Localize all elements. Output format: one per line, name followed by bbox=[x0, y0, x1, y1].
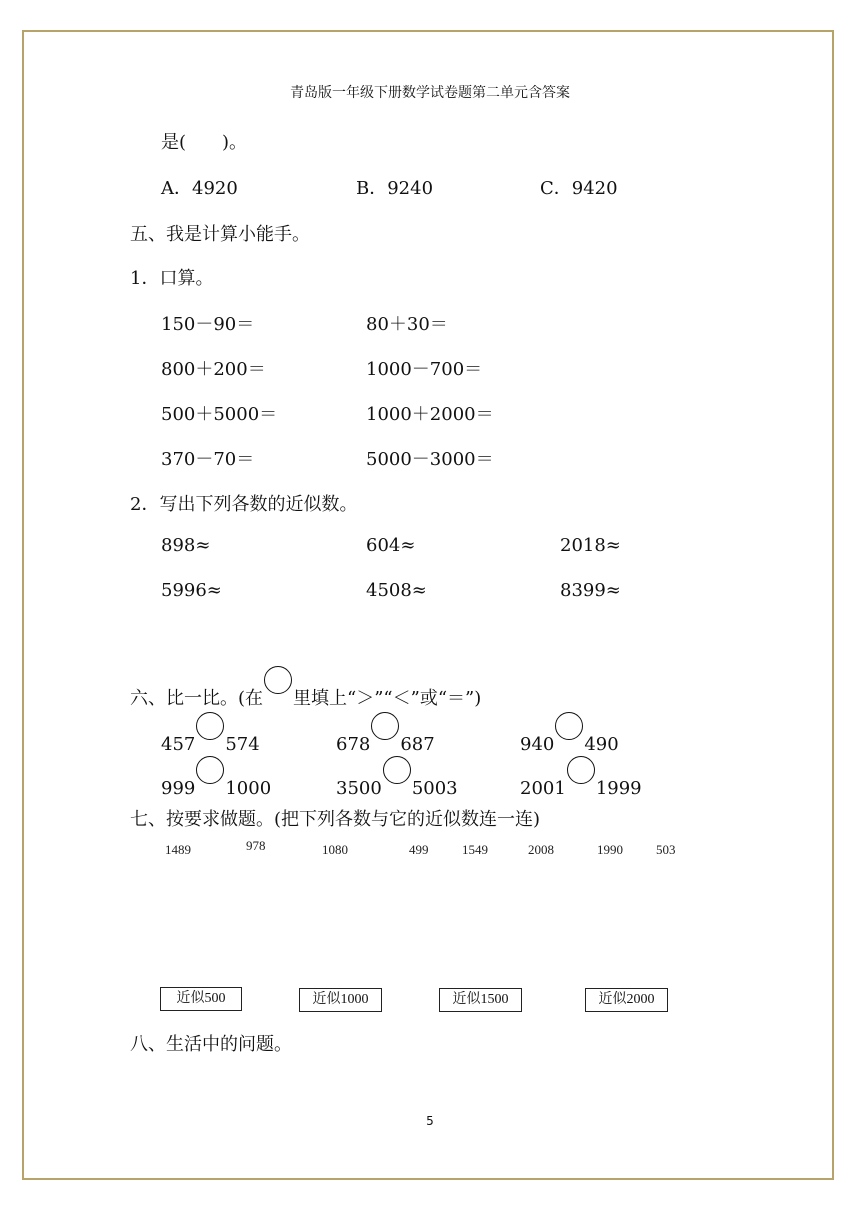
compare-item bbox=[520, 712, 619, 755]
match-number[interactable]: 2008 bbox=[528, 842, 554, 857]
section-5-part-1: 1．口算。 bbox=[130, 268, 214, 289]
compare-circle[interactable] bbox=[196, 756, 224, 784]
page-border bbox=[22, 30, 834, 1180]
approx-box-2000[interactable]: 近似2000 bbox=[585, 988, 668, 1012]
compare-right: 5003 bbox=[411, 778, 458, 799]
compare-right: 1000 bbox=[225, 778, 272, 799]
match-number[interactable]: 978 bbox=[246, 838, 266, 853]
calc-item: 370－70＝ bbox=[161, 449, 255, 470]
calc-item: 1000＋2000＝ bbox=[366, 404, 494, 425]
approx-item: 898≈ bbox=[161, 535, 211, 556]
calc-item: 150－90＝ bbox=[161, 314, 255, 335]
compare-left: 2001 bbox=[520, 778, 566, 799]
compare-left: 678 bbox=[336, 734, 371, 755]
compare-item bbox=[336, 756, 458, 799]
approx-item: 5996≈ bbox=[161, 580, 222, 601]
q4-option-a: A．4920 bbox=[161, 178, 238, 199]
match-number[interactable]: 1549 bbox=[462, 842, 488, 857]
section-6-title-end: 里填上“＞”“＜”或“＝”) bbox=[293, 688, 482, 709]
circle-icon bbox=[264, 666, 292, 694]
compare-right: 574 bbox=[225, 734, 260, 755]
calc-item: 1000－700＝ bbox=[366, 359, 483, 380]
calc-item: 800＋200＝ bbox=[161, 359, 266, 380]
match-number[interactable]: 1990 bbox=[597, 842, 623, 857]
compare-circle[interactable] bbox=[196, 712, 224, 740]
approx-item: 4508≈ bbox=[366, 580, 427, 601]
approx-item: 2018≈ bbox=[560, 535, 621, 556]
approx-box-1500[interactable]: 近似1500 bbox=[439, 988, 522, 1012]
compare-circle[interactable] bbox=[371, 712, 399, 740]
compare-item bbox=[161, 756, 271, 799]
q4-option-b: B．9240 bbox=[356, 178, 434, 199]
approx-box-1000[interactable]: 近似1000 bbox=[299, 988, 382, 1012]
section-5-title: 五、我是计算小能手。 bbox=[130, 224, 310, 245]
section-7-title: 七、按要求做题。(把下列各数与它的近似数连一连) bbox=[130, 809, 541, 830]
match-number[interactable]: 1489 bbox=[165, 842, 191, 857]
compare-left: 999 bbox=[161, 778, 196, 799]
match-number[interactable]: 499 bbox=[409, 842, 429, 857]
match-number[interactable]: 503 bbox=[656, 842, 676, 857]
section-5-part-2: 2．写出下列各数的近似数。 bbox=[130, 494, 358, 515]
section-6-title bbox=[130, 666, 481, 710]
compare-circle[interactable] bbox=[383, 756, 411, 784]
compare-item bbox=[520, 756, 642, 799]
compare-right: 1999 bbox=[595, 778, 642, 799]
approx-item: 604≈ bbox=[366, 535, 416, 556]
compare-circle[interactable] bbox=[555, 712, 583, 740]
section-8-title: 八、生活中的问题。 bbox=[130, 1034, 292, 1055]
page-number: 5 bbox=[426, 1114, 434, 1128]
approx-item: 8399≈ bbox=[560, 580, 621, 601]
compare-item bbox=[336, 712, 435, 755]
compare-circle[interactable] bbox=[567, 756, 595, 784]
calc-item: 5000－3000＝ bbox=[366, 449, 494, 470]
calc-item: 80＋30＝ bbox=[366, 314, 448, 335]
section-6-title-start: 六、比一比。(在 bbox=[130, 688, 264, 709]
q4-option-c: C．9420 bbox=[540, 178, 618, 199]
compare-item bbox=[161, 712, 260, 755]
compare-right: 687 bbox=[400, 734, 435, 755]
approx-box-500[interactable]: 近似500 bbox=[160, 987, 242, 1011]
compare-left: 457 bbox=[161, 734, 196, 755]
compare-left: 3500 bbox=[336, 778, 382, 799]
compare-right: 490 bbox=[584, 734, 619, 755]
page-header: 青岛版一年级下册数学试卷题第二单元含答案 bbox=[290, 85, 570, 101]
match-number[interactable]: 1080 bbox=[322, 842, 348, 857]
compare-left: 940 bbox=[520, 734, 555, 755]
calc-item: 500＋5000＝ bbox=[161, 404, 278, 425]
q4-tail: 是( )。 bbox=[161, 132, 248, 153]
